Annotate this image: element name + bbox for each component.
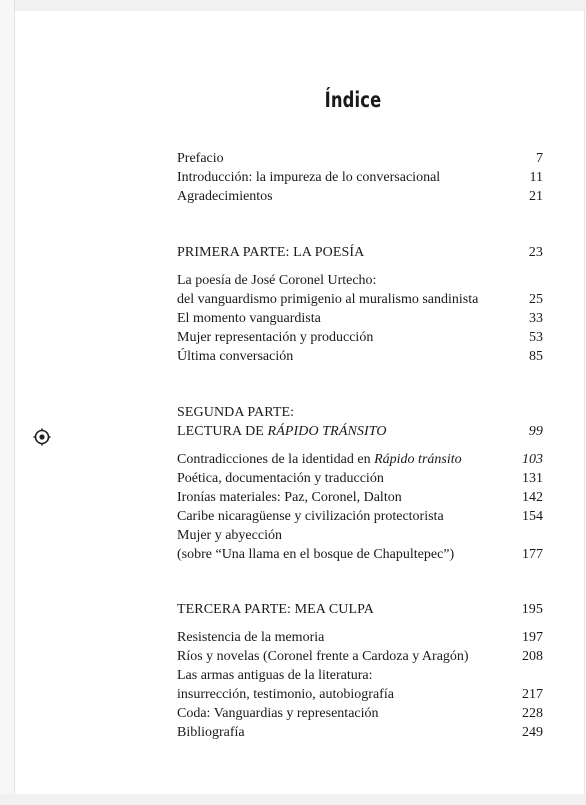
toc-entry-title: Ríos y novelas (Coronel frente a Cardoza y Aragón) [177, 649, 469, 664]
toc-entry-page: 197 [522, 630, 543, 645]
toc-entry-title: Ironías materiales: Paz, Coronel, Dalton [177, 490, 402, 505]
toc-entry-title: (sobre “Una llama en el bosque de Chapultepec”) [177, 547, 455, 562]
toc-entry-page: 154 [522, 509, 543, 524]
toc-entry-page: 25 [529, 292, 543, 307]
crosshair-target-icon[interactable] [33, 428, 51, 446]
toc-part-page: 195 [521, 602, 543, 617]
toc-entry-title: del vanguardismo primigenio al muralismo sandinista [177, 292, 479, 307]
page-edge-bottom [0, 794, 586, 805]
toc-part-title: SEGUNDA PARTE: [177, 405, 295, 420]
toc-part-page: 99 [528, 424, 543, 439]
toc-entry-title: Coda: Vanguardias y representación [177, 706, 379, 721]
toc-entry-page: 53 [529, 330, 543, 345]
toc-part-heading[interactable] [177, 600, 543, 619]
toc-entry[interactable] [177, 685, 543, 704]
toc-entry-page: 177 [522, 547, 543, 562]
toc-entry[interactable] [177, 347, 543, 366]
toc-entry-page: 217 [522, 687, 543, 702]
toc-entry-page: 131 [522, 471, 543, 486]
toc-part-title-italic: RÁPIDO TRÁNSITO [267, 424, 387, 439]
toc-entry[interactable] [177, 723, 543, 742]
toc-entry-page: 85 [529, 349, 543, 364]
toc-entry-page: 11 [529, 170, 543, 185]
toc-entry-title: Mujer y abyección [177, 528, 282, 543]
toc-part-title: PRIMERA PARTE: LA POESÍA [177, 245, 365, 260]
toc-entry-title: El momento vanguardista [177, 311, 321, 326]
page-title: Índice [324, 88, 382, 112]
toc-entry[interactable] [177, 507, 543, 526]
toc-entry[interactable] [177, 168, 543, 187]
toc-entry-title: Última conversación [177, 349, 294, 364]
toc-entry[interactable] [177, 290, 543, 309]
toc-entry-title: La poesía de José Coronel Urtecho: [177, 273, 377, 288]
toc-entry-title: Prefacio [177, 151, 224, 166]
toc-entry-title: Bibliografía [177, 725, 245, 740]
toc-entry[interactable] [177, 488, 543, 507]
toc-entry-page: 21 [529, 189, 543, 204]
toc-entry-page: 103 [522, 452, 543, 467]
toc-entry-page: 33 [529, 311, 543, 326]
toc-entry-title: Resistencia de la memoria [177, 630, 325, 645]
page-edge-top [0, 0, 586, 11]
toc-part-title-prefix: LECTURA DE [177, 424, 268, 439]
toc-entry[interactable] [177, 647, 543, 666]
toc-entry[interactable] [177, 187, 543, 206]
toc-entry[interactable] [177, 666, 543, 685]
toc-entry[interactable] [177, 526, 543, 545]
toc-entry[interactable] [177, 469, 543, 488]
toc-entry-title [177, 450, 462, 469]
toc-part-heading-line2[interactable] [177, 422, 543, 441]
toc-entry-page: 142 [522, 490, 543, 505]
toc-part-page: 23 [528, 245, 543, 260]
toc-part-title [177, 422, 387, 441]
toc-entry-title: insurrección, testimonio, autobiografía [177, 687, 394, 702]
toc-entry[interactable] [177, 271, 543, 290]
toc-entry-title: Caribe nicaragüense y civilización protectorista [177, 509, 444, 524]
toc-part-title: TERCERA PARTE: MEA CULPA [177, 602, 374, 617]
toc-entry-title: Las armas antiguas de la literatura: [177, 668, 373, 683]
page-edge-left [0, 0, 15, 805]
toc-entry[interactable] [177, 149, 543, 168]
toc-entry-page: 249 [522, 725, 543, 740]
toc-entry-page: 228 [522, 706, 543, 721]
toc-entry-page: 208 [522, 649, 543, 664]
page-right-edge [584, 11, 585, 794]
toc-part-heading[interactable] [177, 243, 543, 262]
toc-entry-title-italic: Rápido tránsito [374, 452, 462, 467]
toc-entry[interactable] [177, 309, 543, 328]
toc-entry[interactable] [177, 328, 543, 347]
toc-entry-title: Mujer representación y producción [177, 330, 374, 345]
toc-entry-page: 7 [536, 151, 543, 166]
toc-entry[interactable] [177, 628, 543, 647]
toc-part-heading[interactable] [177, 403, 543, 422]
toc-entry-title: Introducción: la impureza de lo conversacional [177, 170, 441, 185]
toc-entry[interactable] [177, 450, 543, 469]
toc-entry-title: Poética, documentación y traducción [177, 471, 384, 486]
toc-entry-title: Agradecimientos [177, 189, 273, 204]
toc-entry[interactable] [177, 545, 543, 564]
toc-entry-title-prefix: Contradicciones de la identidad en [177, 452, 375, 467]
toc-entry[interactable] [177, 704, 543, 723]
